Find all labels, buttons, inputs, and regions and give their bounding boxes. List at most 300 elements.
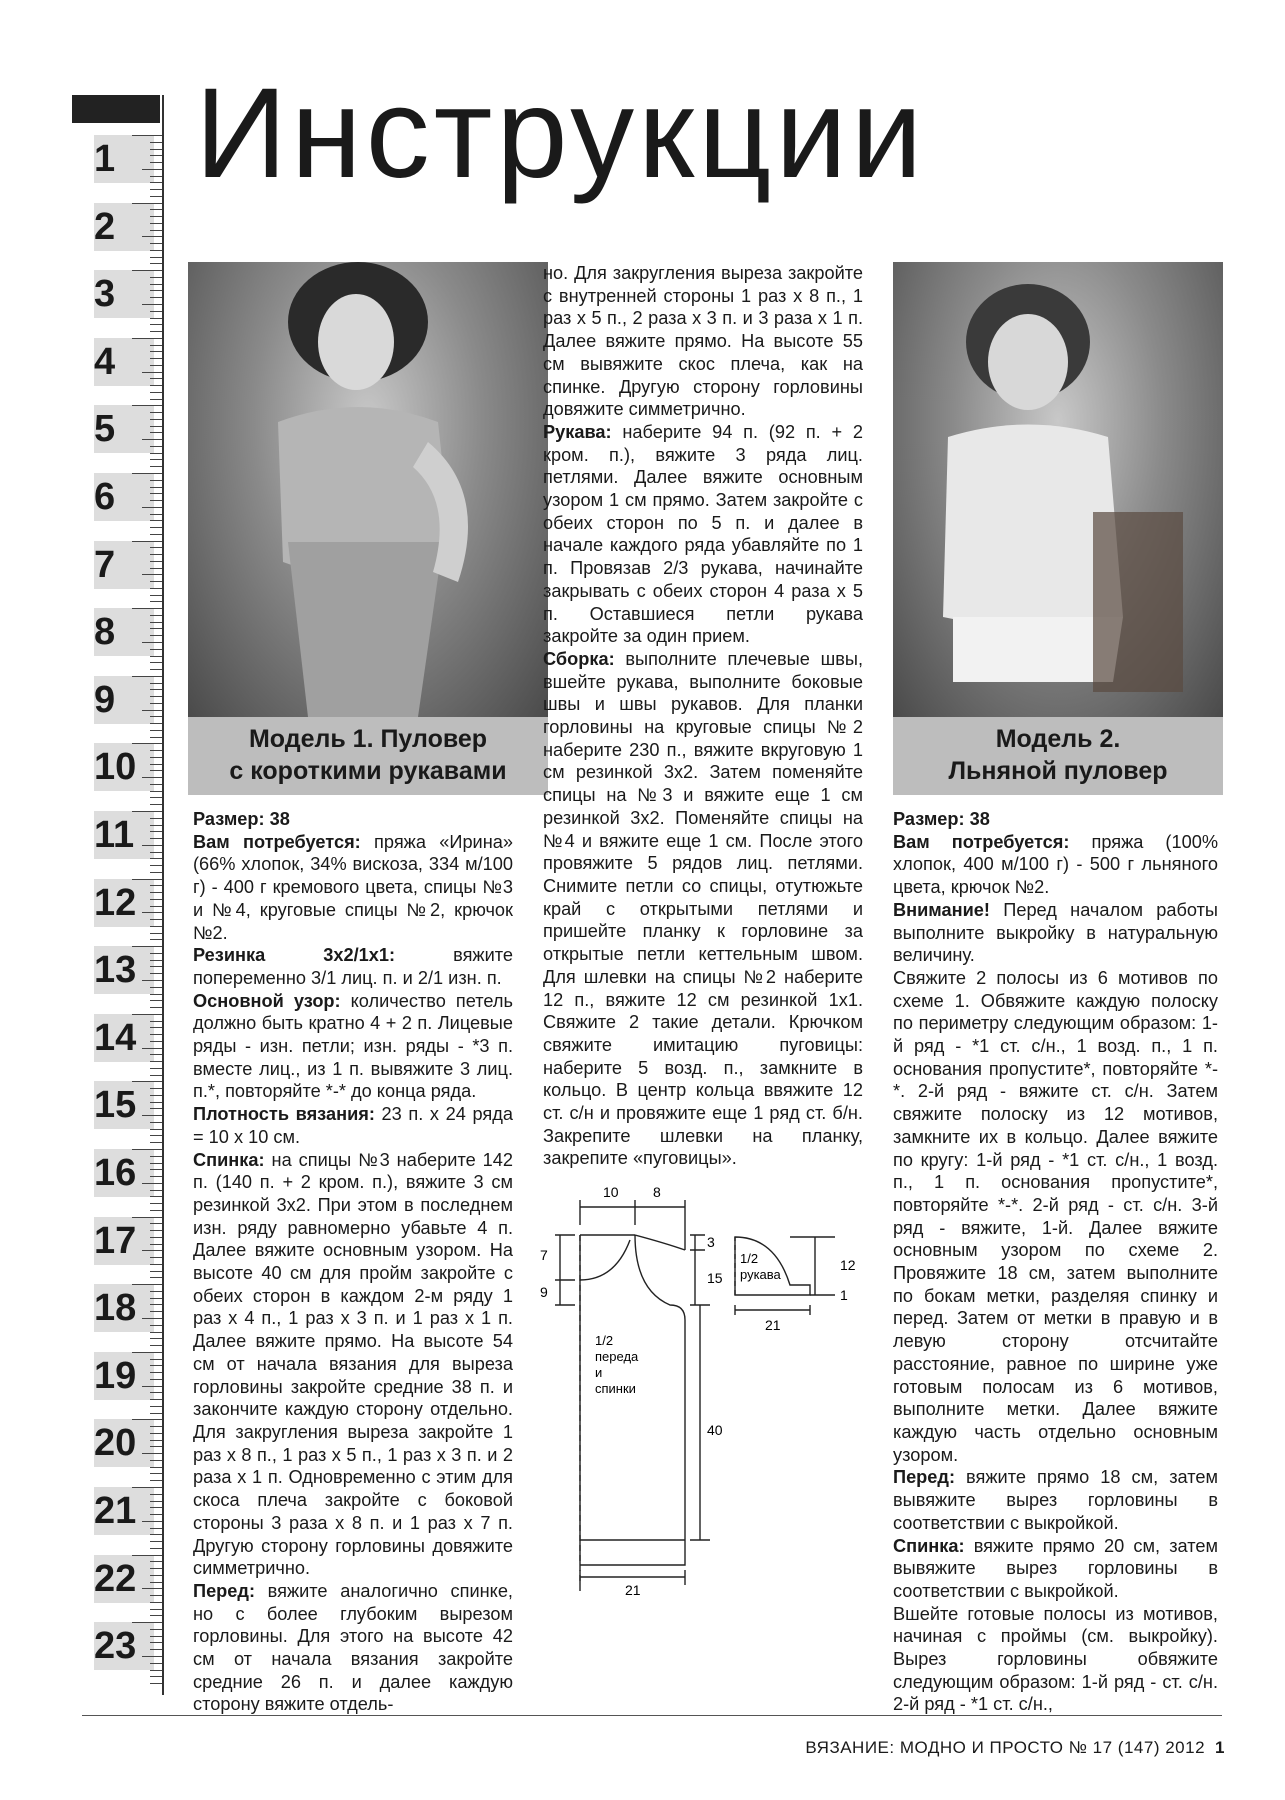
model2-caption-line1: Модель 2.	[995, 725, 1121, 753]
ruler-tick	[150, 649, 162, 650]
footer-divider	[82, 1715, 1222, 1716]
ruler-tick	[150, 1257, 162, 1258]
ruler-tick	[142, 507, 162, 508]
ruler-tick	[150, 1609, 162, 1610]
ruler-tick	[150, 1169, 162, 1170]
ruler-tick	[150, 182, 162, 183]
ruler-tick	[150, 500, 162, 501]
ruler-tick	[132, 1555, 162, 1556]
ruler-tick	[150, 209, 162, 210]
ruler-tick	[150, 683, 162, 684]
paragraph	[893, 967, 1218, 1466]
pattern-diagram	[535, 1165, 875, 1595]
ruler-tick	[132, 270, 162, 271]
ruler-tick	[150, 919, 162, 920]
ruler-tick	[150, 1642, 162, 1643]
ruler-tick	[150, 1670, 162, 1671]
paragraph-text: вяжите попеременно 3/1 лиц. п. и 2/1 изн. п.	[193, 945, 513, 988]
ruler-tick	[150, 1440, 162, 1441]
ruler-tick	[150, 1244, 162, 1245]
ruler-tick	[150, 838, 162, 839]
ruler-tick	[150, 1027, 162, 1028]
ruler-tick	[142, 845, 162, 846]
ruler-tick	[150, 189, 162, 190]
measuring-ruler	[72, 95, 164, 1695]
ruler-number: 4	[94, 338, 154, 386]
paragraph	[193, 990, 513, 1104]
ruler-tick	[150, 1372, 162, 1373]
ruler-tick	[132, 1487, 162, 1488]
dim-label: 12	[840, 1257, 856, 1273]
ruler-tick	[150, 622, 162, 623]
model1-caption	[188, 717, 548, 795]
model2-figure	[893, 262, 1223, 717]
ruler-tick	[150, 1061, 162, 1062]
ruler-tick	[132, 676, 162, 677]
ruler-tick	[150, 1176, 162, 1177]
paragraph-text: количество петель должно быть кратно 4 + 2 п. Лицевые ряды - изн. петли; изн. ряды - *3 п. вместе лиц., из 1 п. вывяжите 3 лиц. п.*, повторяйте *-* до конца ряда.	[193, 990, 513, 1102]
ruler-tick	[150, 1230, 162, 1231]
ruler-tick	[150, 149, 162, 150]
ruler-number: 7	[94, 541, 154, 589]
ruler-tick	[142, 710, 162, 711]
ruler-tick	[150, 358, 162, 359]
ruler-tick	[142, 169, 162, 170]
ruler-tick	[142, 439, 162, 440]
ruler-tick	[132, 879, 162, 880]
paragraph-text: Перед началом работы выполните выкройку в натуральную величину.	[893, 899, 1218, 966]
paragraph-text: но. Для закругления выреза закройте с внутренней стороны 1 раз х 8 п., 1 раз х 5 п., 2 раза х 3 п. и 3 раза х 1 п. Далее вяжите прямо. На высоте 55 см вывяжите скос плеча, как на спинке. Другую сторону горловины довяжите симметрично.	[543, 263, 863, 420]
ruler-number: 19	[94, 1352, 154, 1400]
ruler-tick	[150, 764, 162, 765]
ruler-tick	[150, 892, 162, 893]
paragraph	[893, 1466, 1218, 1534]
ruler-number: 23	[94, 1622, 154, 1670]
ruler-tick	[150, 1156, 162, 1157]
ruler-tick	[150, 142, 162, 143]
ruler-tick	[142, 777, 162, 778]
ruler-number: 8	[94, 608, 154, 656]
ruler-tick	[150, 263, 162, 264]
ruler-tick	[150, 656, 162, 657]
ruler-tick	[150, 1135, 162, 1136]
ruler-tick	[142, 372, 162, 373]
ruler-tick	[150, 966, 162, 967]
ruler-tick	[150, 1298, 162, 1299]
ruler-number: 13	[94, 946, 154, 994]
ruler-number: 17	[94, 1217, 154, 1265]
ruler-tick	[150, 1129, 162, 1130]
ruler-tick	[150, 520, 162, 521]
ruler-tick	[150, 662, 162, 663]
ruler-tick	[150, 1190, 162, 1191]
ruler-tick	[150, 1338, 162, 1339]
ruler-tick	[150, 865, 162, 866]
ruler-tick	[150, 1102, 162, 1103]
ruler-tick	[150, 757, 162, 758]
dim-label: 9	[540, 1284, 548, 1300]
ruler-tick	[132, 1622, 162, 1623]
ruler-tick	[150, 906, 162, 907]
ruler-number: 6	[94, 473, 154, 521]
ruler-tick	[150, 1406, 162, 1407]
ruler-tick	[150, 825, 162, 826]
ruler-tick	[150, 1582, 162, 1583]
ruler-tick	[150, 1021, 162, 1022]
paragraph-label: Спинка:	[893, 1535, 965, 1556]
dim-label: 21	[765, 1317, 781, 1333]
ruler-tick	[150, 601, 162, 602]
ruler-tick	[150, 1399, 162, 1400]
paragraph-text: на спицы №3 наберите 142 п. (140 п. + 2 кром. п.), вяжите 3 см резинкой 3х2. При этом в последнем изн. ряду равномерно убавьте 4 п. Далее вяжите основным узором. На высоте 40 см для пройм закройте с обеих сторон в каждом 2-м ряду 1 раз х 4 п., 1 раз х 3 п. и 1 раз х 1 п. Далее вяжите прямо. На высоте 54 см от начала вязания для выреза горловины закройте средние 38 п. и закончите каждую сторону отдельно. Для закругления выреза закройте 1 раз х 8 п., 1 раз х 5 п., 1 раз х 3 п. и 2 раза х 1 п. Одновременно с этим для скоса плеча закройте с боковой стороны 3 раза х 8 п. и 1 раз х 7 п. Другую сторону горловины довяжите симметрично.	[193, 1149, 513, 1579]
model2-caption	[893, 717, 1223, 795]
ruler-tick	[150, 1365, 162, 1366]
ruler-tick	[150, 412, 162, 413]
paragraph-label: Вам потребуется:	[193, 831, 361, 852]
ruler-tick	[150, 196, 162, 197]
ruler-tick	[132, 1217, 162, 1218]
paragraph-text: вяжите прямо 18 см, затем вывяжите вырез горловины в соответствии с выкройкой.	[893, 1467, 1218, 1533]
paragraph	[193, 808, 513, 831]
ruler-tick	[150, 1237, 162, 1238]
ruler-tick	[150, 973, 162, 974]
paragraph	[193, 944, 513, 989]
ruler-tick	[150, 818, 162, 819]
ruler-tick	[132, 1014, 162, 1015]
model1-photo	[188, 262, 548, 717]
ruler-tick	[150, 290, 162, 291]
ruler-tick	[150, 453, 162, 454]
ruler-tick	[150, 446, 162, 447]
paragraph	[893, 1603, 1218, 1717]
paragraph	[193, 1103, 513, 1148]
ruler-tick	[150, 480, 162, 481]
body-outline	[580, 1235, 685, 1565]
instructions-column-1	[193, 808, 513, 1716]
ruler-tick	[150, 297, 162, 298]
ruler-tick	[150, 527, 162, 528]
paragraph-label: Вам потребуется:	[893, 831, 1070, 852]
ruler-tick	[132, 1081, 162, 1082]
ruler-tick	[150, 1575, 162, 1576]
paragraph-text: Свяжите 2 полосы из 6 мотивов по схеме 1. Обвяжите каждую полоску по периметру следующим образом: 1-й ряд - *1 ст. с/н., 1 возд. п., 1 п. основания пропустите*, повторяйте *-*. 2-й ряд - вяжите ст. с/н. Затем свяжите полоску из 12 мотивов, замкните их в кольцо. Далее вяжите по кругу: 1-й ряд - *1 ст. с/н., 1 возд. п., 1 п. основания пропустите*, повторяйте *-*. 2-й ряд - ст. с/н. 3-й ряд - вяжите, 1-й. Далее вяжите основным узором по схеме 2. Провяжите 18 см, затем выполните по бокам метки, разделяя спинку и перед. Затем от метки в правую и в левую сторону отсчитайте расстояние, равное по ширине уже готовым полосам из 6 мотивов, выполните метки. Далее вяжите каждую часть отдельно основным узором.	[893, 967, 1218, 1465]
ruler-tick	[150, 162, 162, 163]
ruler-tick	[150, 216, 162, 217]
neckline-front	[580, 1240, 630, 1280]
page-number: 1	[1215, 1738, 1225, 1757]
page-footer	[805, 1738, 1225, 1758]
ruler-number: 16	[94, 1149, 154, 1197]
ruler-tick	[150, 1629, 162, 1630]
ruler-tick	[150, 1304, 162, 1305]
ruler-tick	[150, 899, 162, 900]
paragraph-text: пряжа «Ирина» (66% хлопок, 34% вискоза, 334 м/100 г) - 400 г кремового цвета, спицы №3 и №4, круговые спицы №2, крючок №2.	[193, 831, 513, 943]
ruler-tick	[150, 392, 162, 393]
ruler-number: 14	[94, 1014, 154, 1062]
ruler-tick	[150, 399, 162, 400]
ruler-tick	[150, 561, 162, 562]
paragraph	[893, 1535, 1218, 1603]
ruler-tick	[150, 1196, 162, 1197]
paragraph-label: Размер: 38	[893, 809, 990, 829]
ruler-tick	[150, 155, 162, 156]
paragraph	[543, 421, 863, 648]
ruler-number: 22	[94, 1555, 154, 1603]
paragraph-text: наберите 94 п. (92 п. + 2 кром. п.), вяжите 3 ряда лиц. петлями. Далее вяжите основным узором 1 см прямо. Затем закройте с обеих сторон по 5 п. и далее в начале каждого ряда убавляйте по 1 п. Провязав 2/3 рукава, начинайте закрывать с обеих сторон 4 раза х 5 п. Оставшиеся петли рукава закройте за один прием.	[543, 421, 863, 647]
paragraph-label: Внимание!	[893, 899, 990, 920]
paragraph-label: Резинка 3х2/1х1:	[193, 945, 396, 966]
ruler-tick	[150, 1000, 162, 1001]
dim-label: 15	[707, 1270, 723, 1286]
paragraph	[193, 1580, 513, 1716]
ruler-tick	[150, 514, 162, 515]
ruler-tick	[150, 1345, 162, 1346]
ruler-tick	[150, 858, 162, 859]
ruler-tick	[150, 1223, 162, 1224]
ruler-tick	[150, 939, 162, 940]
paragraph	[893, 808, 1218, 831]
ruler-tick	[150, 581, 162, 582]
ruler-tick	[150, 1473, 162, 1474]
paragraph-label: Плотность вязания:	[193, 1104, 375, 1125]
paragraph	[893, 831, 1218, 899]
ruler-tick	[150, 1108, 162, 1109]
sleeve-label: 1/2	[740, 1251, 759, 1266]
ruler-tick	[150, 223, 162, 224]
ruler-tick	[150, 318, 162, 319]
ruler-tick	[150, 176, 162, 177]
ruler-tick	[150, 1467, 162, 1468]
ruler-tick	[150, 554, 162, 555]
ruler-number: 3	[94, 270, 154, 318]
ruler-tick	[150, 1676, 162, 1677]
ruler-tick	[132, 1149, 162, 1150]
ruler-tick	[150, 1494, 162, 1495]
ruler-tick	[150, 1163, 162, 1164]
ruler-tick	[142, 980, 162, 981]
ruler-tick	[150, 1460, 162, 1461]
ruler-tick	[132, 946, 162, 947]
ruler-tick	[150, 1534, 162, 1535]
ruler-tick	[150, 1379, 162, 1380]
ruler-tick	[150, 1095, 162, 1096]
dim-label: 3	[707, 1234, 715, 1250]
ruler-tick	[150, 487, 162, 488]
ruler-tick	[150, 365, 162, 366]
ruler-top-bar	[72, 95, 160, 123]
ruler-tick	[132, 541, 162, 542]
dim-label: 10	[603, 1184, 619, 1200]
ruler-tick	[150, 1514, 162, 1515]
ruler-tick	[150, 1433, 162, 1434]
ruler-tick	[150, 615, 162, 616]
paragraph	[193, 831, 513, 945]
paragraph-label: Сборка:	[543, 648, 615, 669]
ruler-tick	[150, 1392, 162, 1393]
ruler-tick	[150, 1264, 162, 1265]
ruler-number: 12	[94, 879, 154, 927]
ruler-number: 10	[94, 743, 154, 791]
page-title: Инструкции	[195, 62, 927, 205]
ruler-tick	[150, 1548, 162, 1549]
ruler-tick	[150, 933, 162, 934]
ruler-tick	[150, 1602, 162, 1603]
ruler-tick	[150, 1541, 162, 1542]
model1-caption-line1: Модель 1. Пуловер	[248, 725, 488, 753]
ruler-tick	[150, 730, 162, 731]
instructions-column-2	[543, 262, 863, 1170]
ruler-tick	[132, 1352, 162, 1353]
paragraph	[193, 1149, 513, 1580]
ruler-tick	[150, 1088, 162, 1089]
ruler-tick	[150, 1595, 162, 1596]
paragraph-label: Основной узор:	[193, 990, 341, 1011]
ruler-tick	[132, 1419, 162, 1420]
body-label: и	[595, 1365, 603, 1380]
ruler-tick	[132, 1284, 162, 1285]
ruler-tick	[150, 595, 162, 596]
ruler-tick	[150, 1480, 162, 1481]
ruler-tick	[142, 1250, 162, 1251]
ruler-tick	[150, 791, 162, 792]
dim-label: 21	[625, 1582, 641, 1595]
ruler-tick	[150, 1325, 162, 1326]
ruler-tick	[150, 1054, 162, 1055]
ruler-tick	[150, 1068, 162, 1069]
ruler-tick	[142, 1048, 162, 1049]
body-label: спинки	[595, 1381, 636, 1396]
paragraph-text: вяжите прямо 20 см, затем вывяжите вырез горловины в соответствии с выкройкой.	[893, 1535, 1218, 1601]
ruler-number: 5	[94, 405, 154, 453]
ruler-tick	[142, 1318, 162, 1319]
ruler-tick	[150, 257, 162, 258]
ruler-tick	[150, 628, 162, 629]
ruler-tick	[132, 338, 162, 339]
paragraph-text: вяжите аналогично спинке, но с более глубоким вырезом горловины. Для этого на высоте 42 см от начала вязания закройте средние 26 п. и далее каждую сторону вяжите отдель-	[193, 1580, 513, 1715]
ruler-tick	[132, 608, 162, 609]
paragraph-text: 23 п. х 24 ряда = 10 х 10 см.	[193, 1104, 513, 1147]
ruler-tick	[150, 1142, 162, 1143]
ruler-tick	[150, 885, 162, 886]
paragraph-label: Размер: 38	[193, 809, 290, 829]
paragraph-label: Спинка:	[193, 1149, 265, 1170]
dim-label: 8	[653, 1184, 661, 1200]
ruler-tick	[142, 1521, 162, 1522]
ruler-tick	[150, 689, 162, 690]
paragraph-label: Перед:	[893, 1467, 956, 1488]
ruler-tick	[150, 1561, 162, 1562]
ruler-tick	[132, 473, 162, 474]
ruler-tick	[150, 1663, 162, 1664]
ruler-tick	[150, 1649, 162, 1650]
model2-photo	[893, 262, 1223, 717]
ruler-tick	[150, 723, 162, 724]
paragraph	[543, 262, 863, 421]
ruler-tick	[150, 1507, 162, 1508]
ruler-tick	[150, 250, 162, 251]
ruler-tick	[150, 703, 162, 704]
ruler-number: 15	[94, 1081, 154, 1129]
ruler-tick	[150, 1203, 162, 1204]
ruler-tick	[150, 1413, 162, 1414]
ruler-tick	[150, 831, 162, 832]
ruler-number: 20	[94, 1419, 154, 1467]
ruler-tick	[150, 852, 162, 853]
ruler-tick	[150, 696, 162, 697]
ruler-tick	[150, 987, 162, 988]
ruler-tick	[132, 203, 162, 204]
ruler-tick	[150, 960, 162, 961]
model2-caption-line2: Льняной пуловер	[948, 757, 1168, 785]
ruler-tick	[150, 284, 162, 285]
ruler-tick	[142, 304, 162, 305]
ruler-tick	[150, 953, 162, 954]
ruler-number: 2	[94, 203, 154, 251]
ruler-number: 1	[94, 135, 154, 183]
dim-label: 7	[540, 1247, 548, 1263]
ruler-tick	[150, 466, 162, 467]
ruler-tick	[150, 1271, 162, 1272]
ruler-tick	[142, 1115, 162, 1116]
ruler-tick	[150, 1359, 162, 1360]
paragraph-text: пряжа (100% хлопок, 400 м/100 г) - 500 г льняного цвета, крючок №2.	[893, 831, 1218, 898]
ruler-tick	[150, 716, 162, 717]
ruler-tick	[150, 1291, 162, 1292]
ruler-tick	[150, 1528, 162, 1529]
ruler-tick	[150, 419, 162, 420]
ruler-tick	[150, 1277, 162, 1278]
ruler-tick	[150, 1034, 162, 1035]
ruler-tick	[150, 1568, 162, 1569]
ruler-number: 18	[94, 1284, 154, 1332]
ruler-tick	[150, 1426, 162, 1427]
ruler-number: 11	[94, 811, 154, 859]
ruler-tick	[150, 669, 162, 670]
ruler-tick	[150, 750, 162, 751]
paragraph-text: выполните плечевые швы, вшейте рукава, выполните боковые швы и швы рукавов. Для планки горловины на круговые спицы №2 наберите 230 п., вяжите вкруговую 1 см резинкой 3х2. Затем поменяйте спицы на №3 и вяжите еще 1 см резинкой 3х2. Поменяйте спицы на №4 и вяжите еще 1 см. После этого провяжите 5 рядов лиц. петлями. Снимите петли со спицы, отутюжьте край с открытыми петлями и пришейте планку к горловине за открытые петли кеттельным швом. Для шлевки на спицы №2 наберите 12 п., вяжите 12 см резинкой 1х1. Свяжите 2 такие детали. Крючком свяжите имитацию пуговицы: наберите 5 возд. п., замкните в кольцо. В центр кольца ввяжите 12 ст. с/н и провяжите еще 1 ряд ст. б/н. Закрепите шлевки на планку, закрепите «пуговицы».	[543, 648, 863, 1169]
ruler-tick	[150, 804, 162, 805]
ruler-tick	[150, 568, 162, 569]
body-label: 1/2	[595, 1333, 614, 1348]
model1-figure	[188, 262, 548, 717]
ruler-tick	[150, 534, 162, 535]
ruler-tick	[150, 230, 162, 231]
paragraph	[543, 648, 863, 1170]
ruler-tick	[150, 493, 162, 494]
ruler-tick	[150, 351, 162, 352]
sleeve-outline	[735, 1237, 810, 1295]
ruler-tick	[142, 1453, 162, 1454]
ruler-tick	[150, 1615, 162, 1616]
body-label: переда	[595, 1349, 639, 1364]
ruler-tick	[150, 1122, 162, 1123]
ruler-tick	[150, 277, 162, 278]
ruler-tick	[142, 1386, 162, 1387]
ruler-tick	[142, 1588, 162, 1589]
ruler-tick	[150, 635, 162, 636]
ruler-tick	[150, 547, 162, 548]
ruler-tick	[150, 378, 162, 379]
ruler-tick	[150, 994, 162, 995]
ruler-tick	[150, 1683, 162, 1684]
paragraph-label: Рукава:	[543, 421, 612, 442]
ruler-tick	[150, 1311, 162, 1312]
dim-label: 40	[707, 1422, 723, 1438]
ruler-tick	[150, 311, 162, 312]
ruler-tick	[142, 912, 162, 913]
ruler-tick	[150, 1210, 162, 1211]
model1-caption-line2: с короткими рукавами	[229, 757, 507, 785]
